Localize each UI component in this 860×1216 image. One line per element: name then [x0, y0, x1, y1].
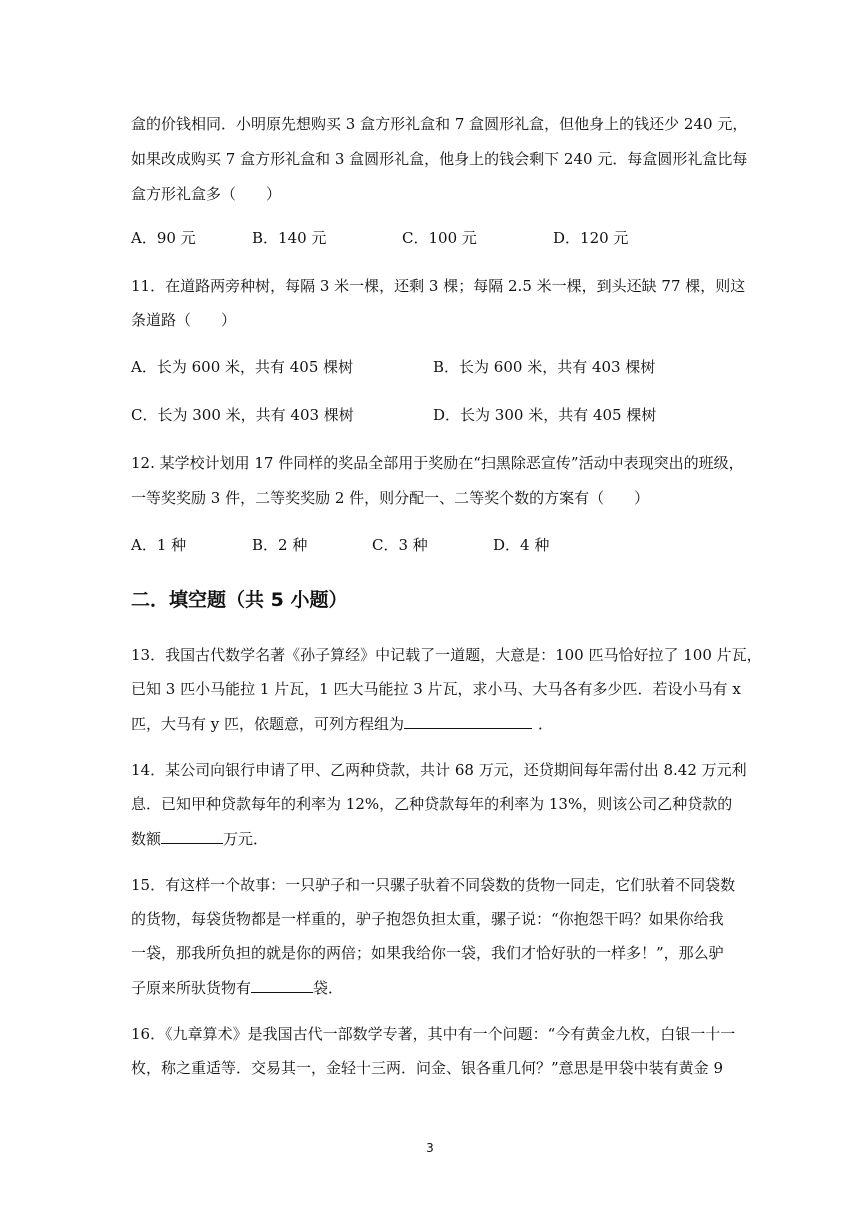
q12-line-1: 12. 某学校计划用 17 件同样的奖品全部用于奖励在“扫黑除恶宣传”活动中表现突出的班级， [131, 454, 744, 472]
q14-line-3-tail: 万元． [223, 830, 269, 848]
q10-option-c: C．100 元 [402, 229, 477, 247]
q14-line-1: 14．某公司向银行申请了甲、乙两种贷款，共计 68 万元，还贷期间每年需付出 8.42 万元利 [131, 761, 747, 779]
q15-line-2: 的货物，每袋货物都是一样重的，驴子抱怨负担太重，骡子说：“你抱怨干吗？如果你给我 [131, 910, 724, 928]
q11-option-a: A．长为 600 米，共有 405 棵树 [131, 358, 354, 376]
q15-line-4 [131, 977, 343, 998]
q10-option-a: A．90 元 [131, 229, 196, 247]
q16-line-1: 16．《九章算术》是我国古代一部数学专著，其中有一个问题：“今有黄金九枚，白银一十一 [131, 1025, 736, 1043]
section-heading-fill-in: 二．填空题（共 5 小题） [131, 589, 348, 611]
q13-line-3 [131, 713, 553, 734]
q12-option-c: C．3 种 [372, 536, 428, 554]
q13-line-3-tail: ． [538, 715, 554, 733]
q12-option-d: D．4 种 [493, 536, 550, 554]
q10-line-3: 盒方形礼盒多（ ） [131, 185, 282, 203]
page-number: 3 [426, 1141, 434, 1155]
q15-answer-blank[interactable] [251, 977, 313, 993]
q11-option-d: D．长为 300 米，共有 405 棵树 [433, 406, 657, 424]
q13-line-3-text: 匹，大马有 y 匹，依题意，可列方程组为 [131, 715, 405, 733]
q12-line-2: 一等奖奖励 3 件，二等奖奖励 2 件，则分配一、二等奖个数的方案有（ ） [131, 489, 650, 507]
q11-line-1: 11．在道路两旁种树，每隔 3 米一棵，还剩 3 棵；每隔 2.5 米一棵，到头还缺 77 棵，则这 [131, 277, 746, 295]
q13-line-1: 13．我国古代数学名著《孙子算经》中记载了一道题，大意是：100 匹马恰好拉了 100 片瓦， [131, 646, 762, 664]
q15-line-1: 15．有这样一个故事：一只驴子和一只骡子驮着不同袋数的货物一同走，它们驮着不同袋数 [131, 876, 736, 894]
q10-line-1: 盒的价钱相同．小明原先想购买 3 盒方形礼盒和 7 盒圆形礼盒，但他身上的钱还少 240 元， [131, 115, 748, 133]
q14-line-2: 息．已知甲种贷款每年的利率为 12%，乙种贷款每年的利率为 13%，则该公司乙种贷款的 [131, 795, 733, 813]
q14-answer-blank[interactable] [161, 828, 223, 844]
q13-line-2: 已知 3 匹小马能拉 1 片瓦，1 匹大马能拉 3 片瓦，求小马、大马各有多少匹．若设小马有 x [131, 680, 741, 698]
q15-line-3: 一袋，那我所负担的就是你的两倍；如果我给你一袋，我们才恰好驮的一样多！”，那么驴 [131, 944, 724, 962]
q10-option-b: B．140 元 [252, 229, 327, 247]
q15-line-4-tail: 袋． [313, 979, 344, 997]
q16-line-2: 枚，称之重适等．交易其一，金轻十三两．问金、银各重几何？”意思是甲袋中装有黄金 9 [131, 1059, 723, 1077]
q11-option-b: B．长为 600 米，共有 403 棵树 [433, 358, 656, 376]
q14-line-3 [131, 828, 268, 849]
q12-option-b: B．2 种 [252, 536, 308, 554]
q13-answer-blank[interactable] [404, 713, 532, 729]
q12-option-a: A．1 种 [131, 536, 187, 554]
q10-option-d: D．120 元 [553, 229, 629, 247]
q14-line-3-text: 数额 [131, 830, 162, 848]
q10-line-2: 如果改成购买 7 盒方形礼盒和 3 盒圆形礼盒，他身上的钱会剩下 240 元．每盒圆形礼盒比每 [131, 150, 748, 168]
q15-line-4-text: 子原来所驮货物有 [131, 979, 252, 997]
q11-line-2: 条道路（ ） [131, 311, 237, 329]
q11-option-c: C．长为 300 米，共有 403 棵树 [131, 406, 354, 424]
